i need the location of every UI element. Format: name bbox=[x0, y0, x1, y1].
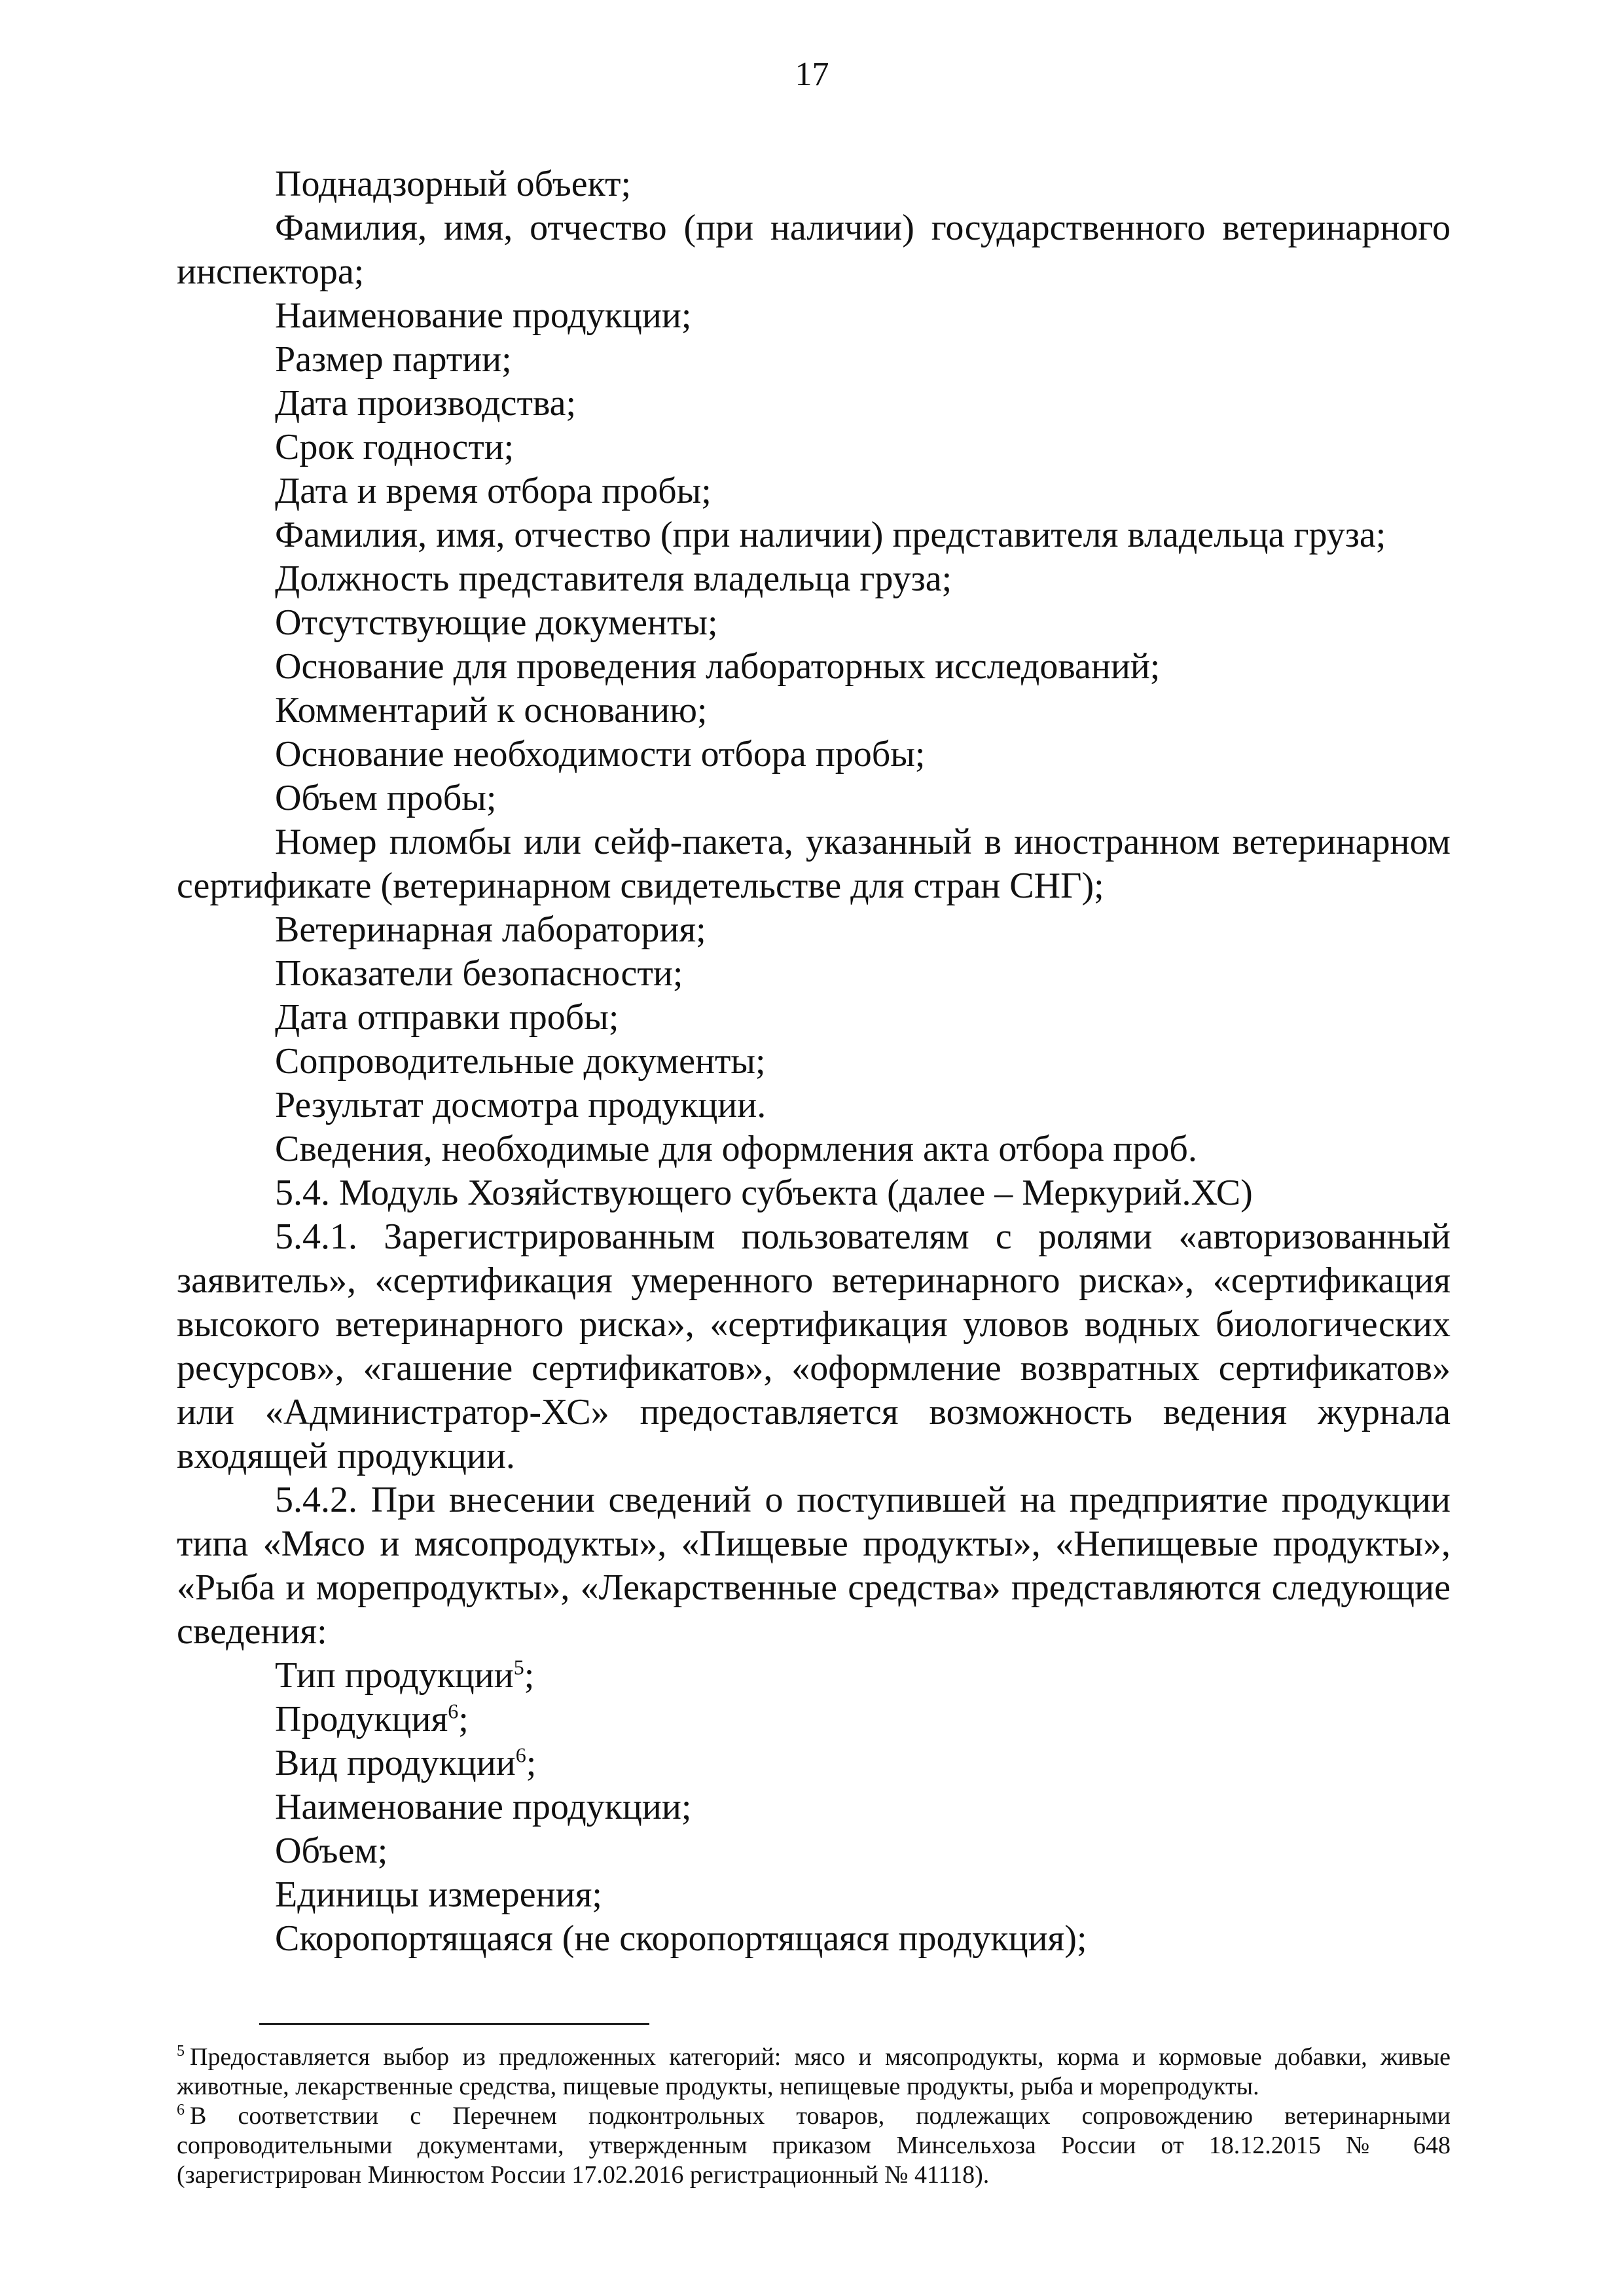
body-text bbox=[177, 162, 1451, 1961]
list-item: Сведения, необходимые для оформления акта отбора проб. bbox=[275, 1129, 1197, 1169]
footnote-text: Предоставляется выбор из предложенных категорий: мясо и мясопродукты, корма и кормовые добавки, живые животные, лекарственные средства, пищевые продукты, непищевые продукты, рыба и морепродукты. bbox=[177, 2043, 1451, 2100]
item-tail: ; bbox=[526, 1743, 537, 1783]
list-item: Объем; bbox=[275, 1831, 388, 1871]
page-number: 17 bbox=[795, 56, 829, 93]
list-item: Объем пробы; bbox=[275, 778, 497, 818]
footnote bbox=[177, 2043, 1451, 2102]
list-item: Сопроводительные документы; bbox=[275, 1041, 766, 1082]
item-text: Вид продукции bbox=[275, 1743, 516, 1783]
footnote bbox=[177, 2102, 1451, 2190]
footnote-number: 5 bbox=[177, 2043, 185, 2060]
list-item: Должность представителя владельца груза; bbox=[275, 558, 952, 599]
list-item: Комментарий к основанию; bbox=[275, 690, 708, 731]
list-item bbox=[177, 1698, 1451, 1741]
list-item: Основание необходимости отбора пробы; bbox=[275, 734, 926, 774]
item-text: Продукция bbox=[275, 1699, 448, 1740]
list-item: Фамилия, имя, отчество (при наличии) государственного ветеринарного инспектора; bbox=[177, 208, 1451, 292]
section-paragraph: 5.4.1. Зарегистрированным пользователям с ролями «авторизованный заявитель», «сертификация умеренного ветеринарного риска», «сертификация высокого ветеринарного риска», «сертификация уловов водных биологических ресурсов», «гашение сертификатов», «оформление возвратных сертификатов» или «Администратор-ХС» предоставляется возможность ведения журнала входящей продукции. bbox=[177, 1216, 1451, 1476]
list-item: Наименование продукции; bbox=[275, 1787, 692, 1827]
section-heading: 5.4. Модуль Хозяйствующего субъекта (далее – Меркурий.ХС) bbox=[275, 1173, 1253, 1213]
list-item: Дата производства; bbox=[275, 383, 577, 424]
list-item: Поднадзорный объект; bbox=[275, 164, 632, 204]
item-tail: ; bbox=[524, 1655, 535, 1696]
list-item: Отсутствующие документы; bbox=[275, 602, 718, 643]
list-item: Дата и время отбора пробы; bbox=[275, 471, 712, 511]
list-item bbox=[177, 1654, 1451, 1698]
footnote-number: 6 bbox=[177, 2102, 185, 2119]
footnotes bbox=[177, 2043, 1451, 2190]
list-item: Основание для проведения лабораторных исследований; bbox=[275, 646, 1161, 687]
footnote-ref: 5 bbox=[513, 1655, 524, 1679]
list-item: Срок годности; bbox=[275, 427, 514, 467]
list-item: Номер пломбы или сейф-пакета, указанный в иностранном ветеринарном сертификате (ветеринарном свидетельстве для стран СНГ); bbox=[177, 822, 1451, 906]
list-item: Ветеринарная лаборатория; bbox=[275, 909, 706, 950]
list-item: Фамилия, имя, отчество (при наличии) представителя владельца груза; bbox=[275, 515, 1386, 555]
list-item: Размер партии; bbox=[275, 339, 512, 380]
list-item: Показатели безопасности; bbox=[275, 953, 683, 994]
footnote-text: В соответствии с Перечнем подконтрольных товаров, подлежащих сопровождению ветеринарными сопроводительными документами, утвержденным приказом Минсельхоза России от 18.12.2015 № 648 (зарегистрирован Минюстом России 17.02.2016 регистрационный № 41118). bbox=[177, 2102, 1451, 2189]
list-item: Дата отправки пробы; bbox=[275, 997, 619, 1038]
list-item bbox=[177, 1741, 1451, 1785]
footnote-divider bbox=[259, 2023, 649, 2025]
footnote-ref: 6 bbox=[448, 1699, 459, 1723]
list-item: Наименование продукции; bbox=[275, 295, 692, 336]
list-item: Результат досмотра продукции. bbox=[275, 1085, 767, 1125]
item-tail: ; bbox=[458, 1699, 469, 1740]
list-item: Скоропортящаяся (не скоропортящаяся продукция); bbox=[275, 1918, 1087, 1959]
list-item: Единицы измерения; bbox=[275, 1874, 602, 1915]
section-paragraph: 5.4.2. При внесении сведений о поступившей на предприятие продукции типа «Мясо и мясопродукты», «Пищевые продукты», «Непищевые продукты», «Рыба и морепродукты», «Лекарственные средства» представляются следующие сведения: bbox=[177, 1480, 1451, 1652]
footnote-ref: 6 bbox=[515, 1743, 526, 1767]
item-text: Тип продукции bbox=[275, 1655, 514, 1696]
